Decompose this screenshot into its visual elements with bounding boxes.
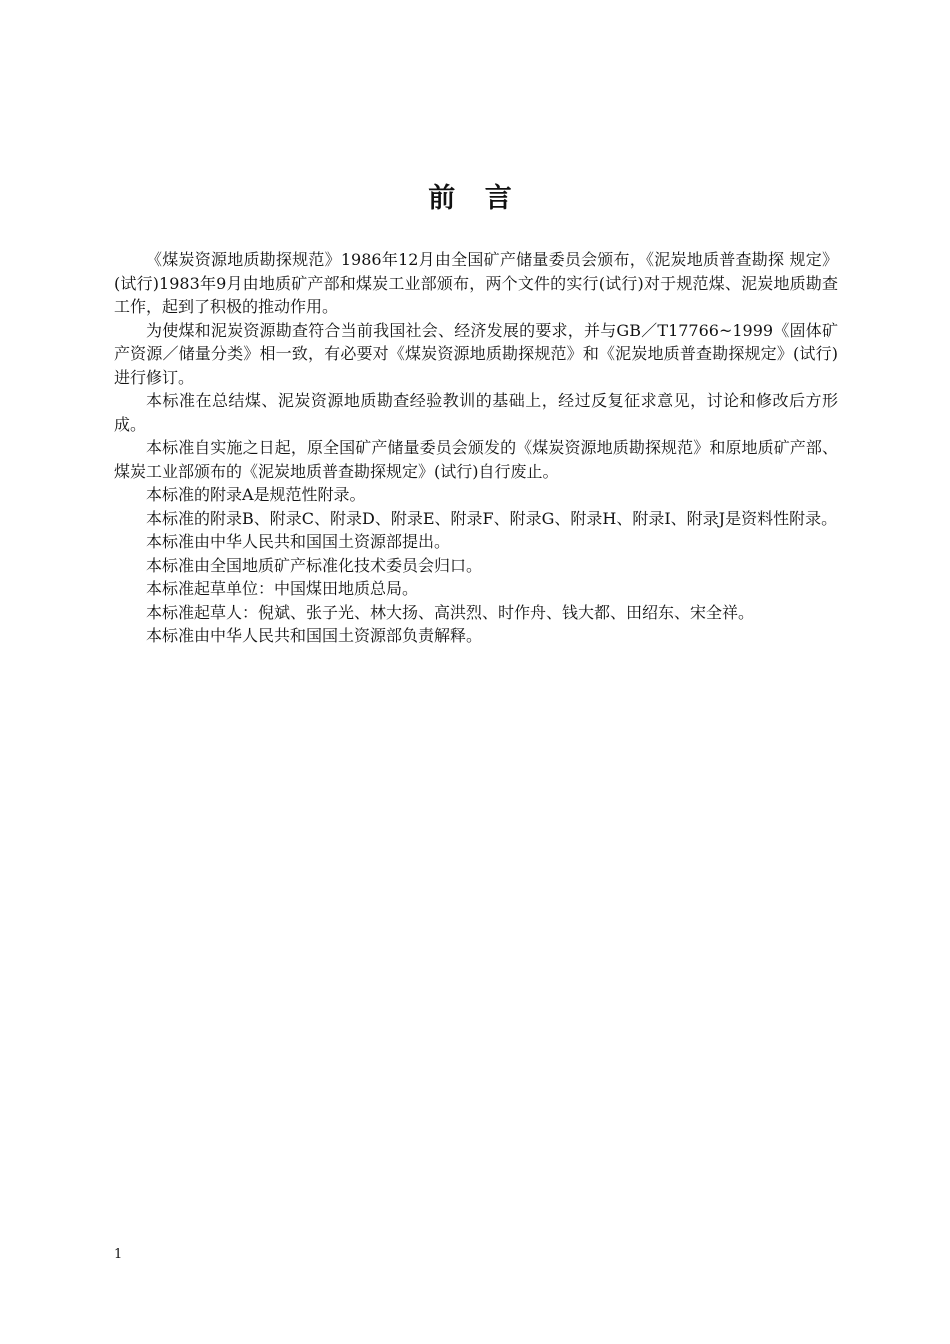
- paragraph: 本标准起草单位：中国煤田地质总局。: [146, 579, 419, 598]
- paragraph: 《煤炭资源地质勘探规范》1986年12月由全国矿产储量委员会颁布，《泥炭地质普查勘探 规定》(试行)1983年9月由地质矿产部和煤炭工业部颁布，两个文件的实行(试行)对于规范煤、泥炭地质勘查工作，起到了积极的推动作用。: [114, 250, 838, 316]
- paragraph: 为使煤和泥炭资源勘查符合当前我国社会、经济发展的要求，并与GB／T17766~1999《固体矿产资源／储量分类》相一致，有必要对《煤炭资源地质勘探规范》和《泥炭地质普查勘探规定》(试行)进行修订。: [114, 320, 838, 387]
- paragraph: 本标准由全国地质矿产标准化技术委员会归口。: [146, 555, 483, 575]
- paragraph: 本标准由中华人民共和国国土资源部负责解释。: [146, 626, 483, 645]
- paragraph: 本标准在总结煤、泥炭资源地质勘查经验教训的基础上，经过反复征求意见，讨论和修改后方形成。: [114, 391, 838, 434]
- page-number: 1: [114, 1247, 123, 1262]
- paragraph: 本标准自实施之日起，原全国矿产储量委员会颁发的《煤炭资源地质勘探规范》和原地质矿产部、煤炭工业部颁布的《泥炭地质普查勘探规定》(试行)自行废止。: [114, 438, 838, 481]
- page-title: 前 言: [428, 183, 522, 214]
- paragraph: 本标准的附录A是规范性附录。: [146, 485, 366, 504]
- paragraph: 本标准起草人：倪斌、张子光、林大扬、高洪烈、时作舟、钱大都、田绍东、宋全祥。: [146, 602, 755, 622]
- paragraph: 本标准的附录B、附录C、附录D、附录E、附录F、附录G、附录H、附录I、附录J是资料性附录。: [146, 508, 838, 528]
- preface-body: [114, 248, 838, 648]
- paragraph: 本标准由中华人民共和国国土资源部提出。: [146, 532, 451, 551]
